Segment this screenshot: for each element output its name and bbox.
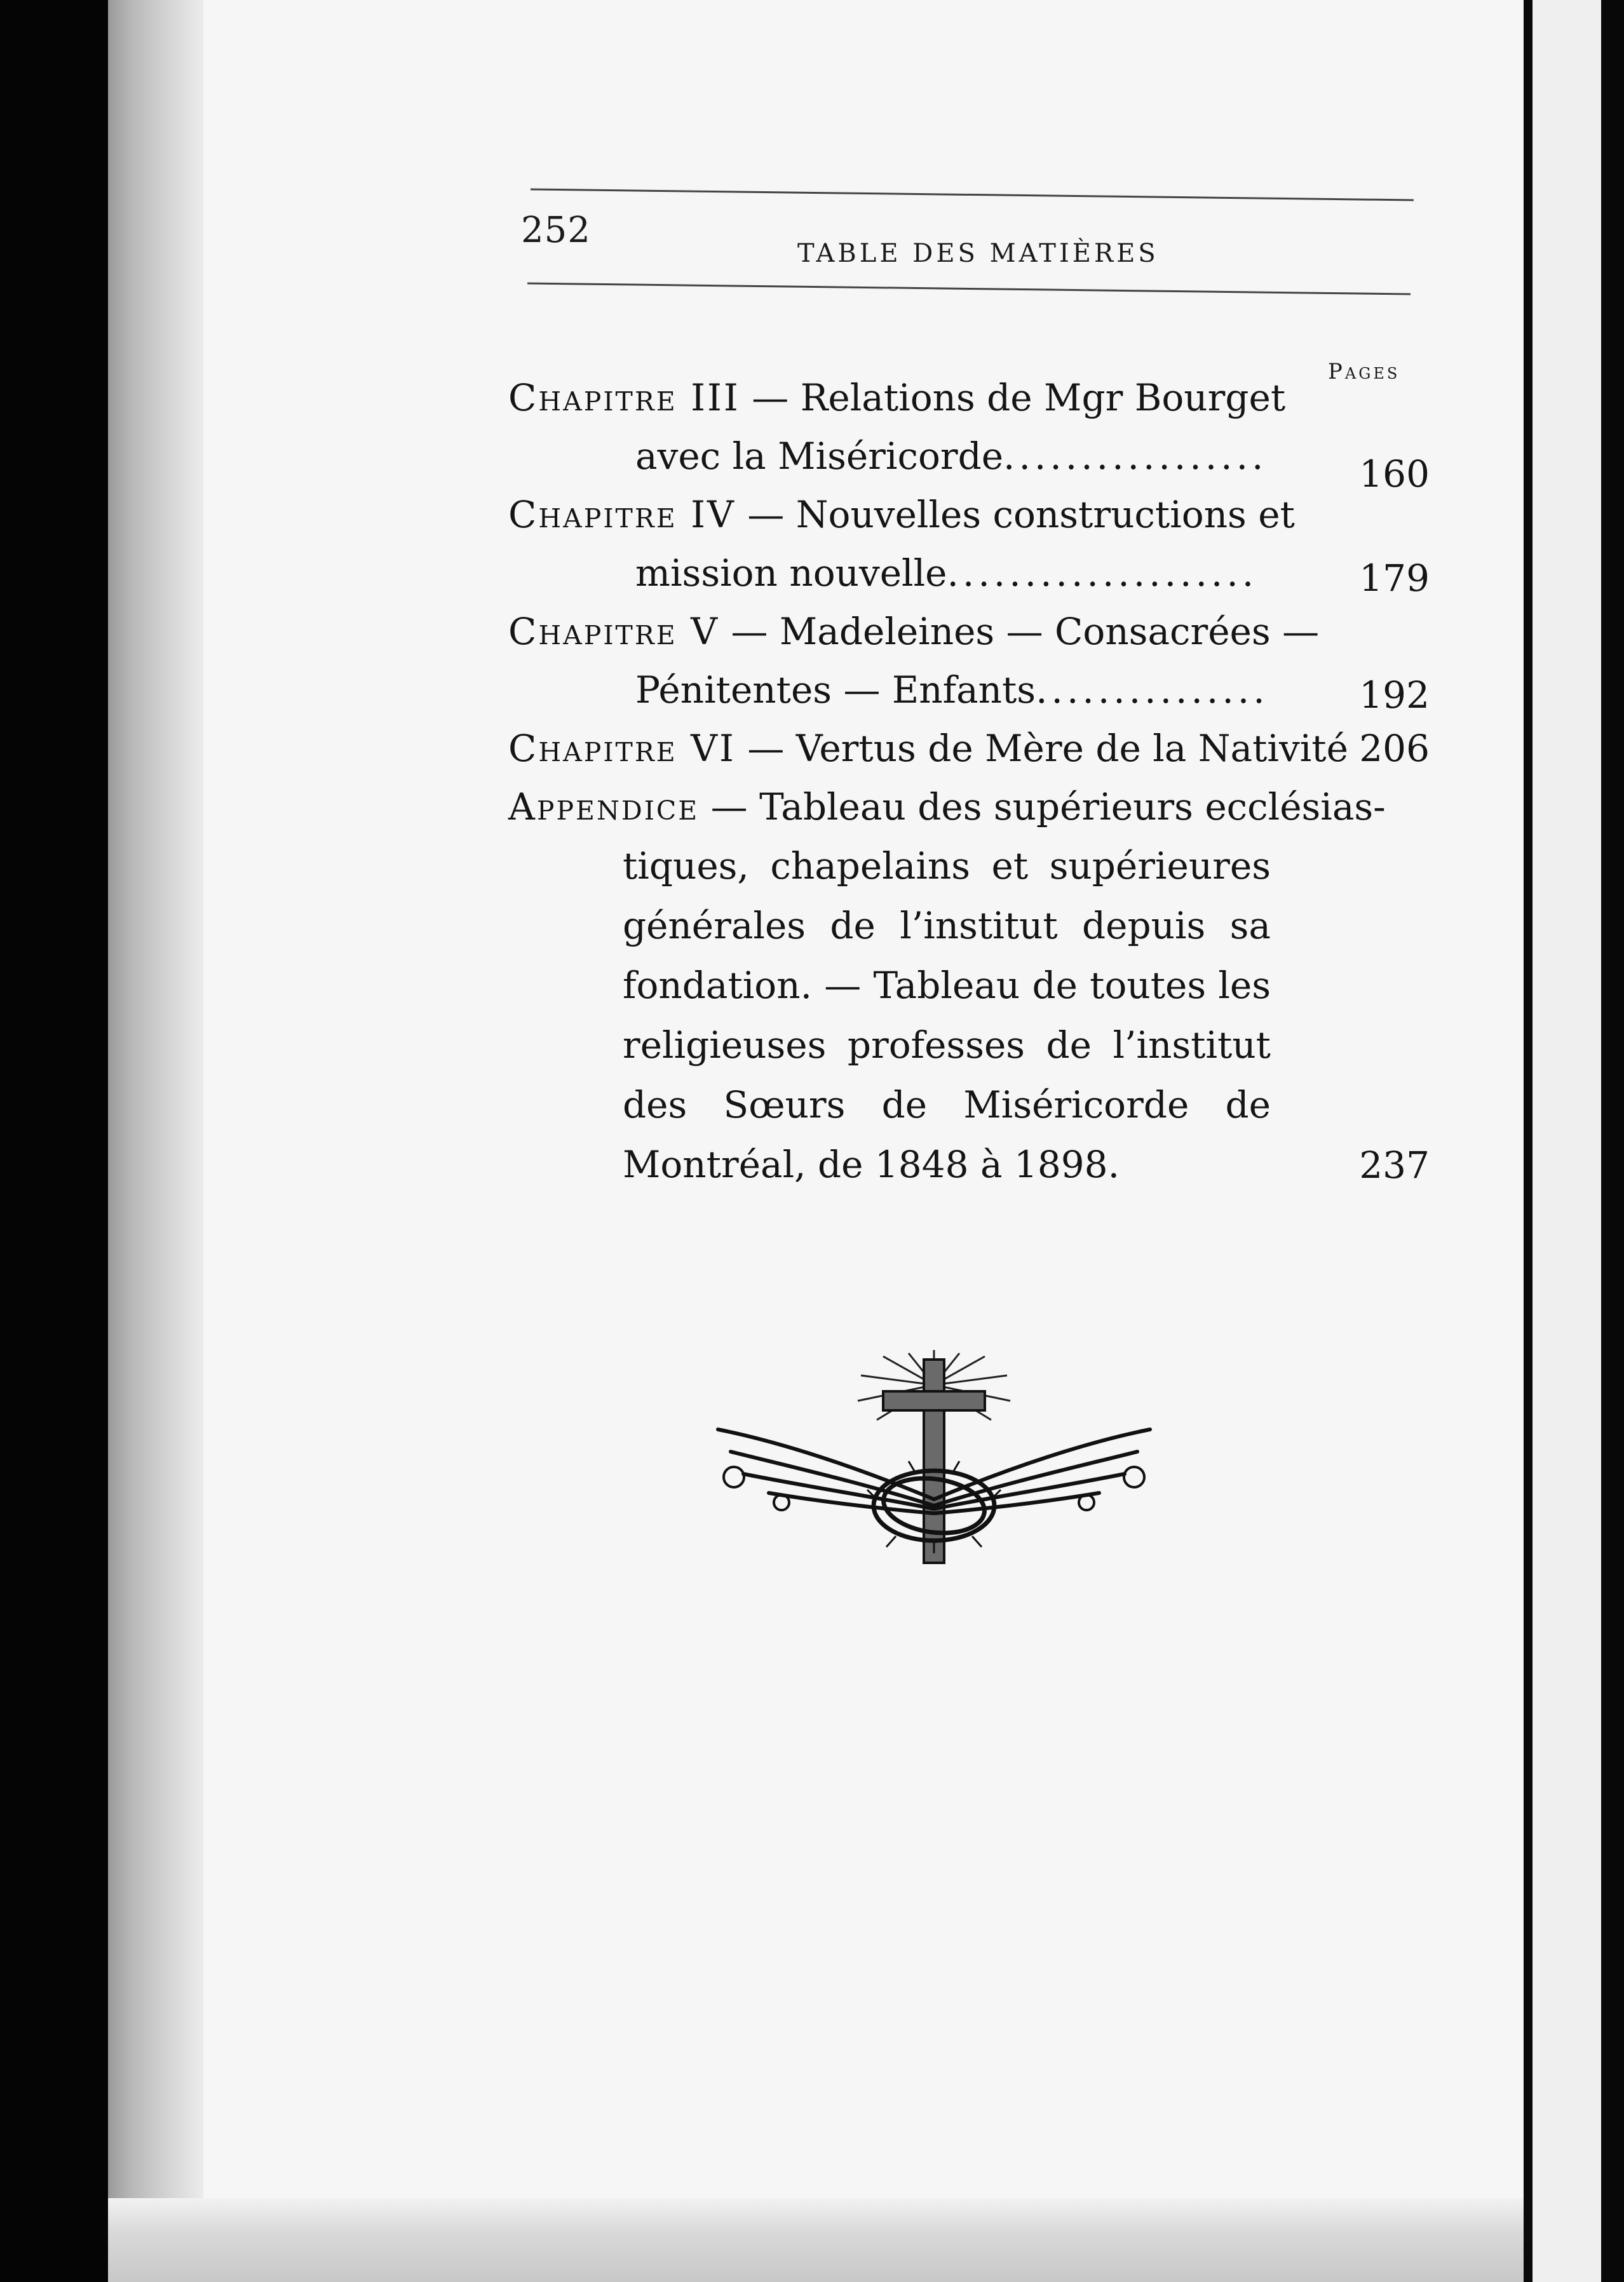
page-bottom-edge <box>108 2198 1525 2282</box>
entry-label: Chapitre VI <box>508 727 736 770</box>
toc-entry <box>508 778 1430 1194</box>
toc-entry: Chapitre III — Relations de Mgr Bourget avec la Miséricorde................. 160 <box>508 368 1430 485</box>
pages-column-label: Pages <box>1328 359 1400 384</box>
entry-title: — Tableau des supérieurs ecclésias- <box>710 785 1386 828</box>
entry-title-continued: tiques, chapelains et supérieures générales de l’institut depuis sa fondation. — Tableau de toutes les religieuses professes de l’institut des Sœurs de Miséricorde de Montréal, de 1848 à 1898. <box>623 844 1271 1186</box>
entry-title-continued: mission nouvelle <box>635 551 947 595</box>
entry-page: 206 <box>1359 727 1430 770</box>
toc-entry: Chapitre V — Madeleines — Consacrées — Pénitentes — Enfants............... 192 <box>508 602 1430 719</box>
entry-title: — Nouvelles constructions et <box>747 493 1295 536</box>
entry-title: — Relations de Mgr Bourget <box>752 376 1286 419</box>
entry-page: 160 <box>1359 452 1430 496</box>
page-title: TABLE DES MATIÈRES <box>797 239 1159 268</box>
table-of-contents <box>508 356 1430 1194</box>
entry-title: — Vertus de Mère de la Nativité <box>747 727 1348 770</box>
right-border-line <box>1524 0 1533 2282</box>
entry-title-continued: Pénitentes — Enfants <box>635 668 1036 712</box>
entry-label: Appendice <box>508 785 700 828</box>
toc-entry <box>508 719 1430 778</box>
entry-page: 237 <box>1359 1144 1430 1187</box>
cross-with-palms-and-thorn-crown-icon <box>693 1347 1175 1576</box>
entry-label: Chapitre IV <box>508 493 736 536</box>
entry-page: 179 <box>1359 557 1430 600</box>
scan-right-margin <box>1601 0 1624 2282</box>
entry-label: Chapitre V <box>508 610 719 653</box>
entry-label: Chapitre III <box>508 376 740 419</box>
entry-title-continued: avec la Miséricorde <box>635 435 1004 478</box>
entry-title: — Madeleines — Consacrées — <box>731 610 1320 653</box>
toc-entry: Chapitre IV — Nouvelles constructions et mission nouvelle.................... 179 <box>508 485 1430 602</box>
page-number: 252 <box>521 210 591 251</box>
entry-page: 192 <box>1359 673 1430 717</box>
book-gutter-shadow <box>108 0 203 2224</box>
